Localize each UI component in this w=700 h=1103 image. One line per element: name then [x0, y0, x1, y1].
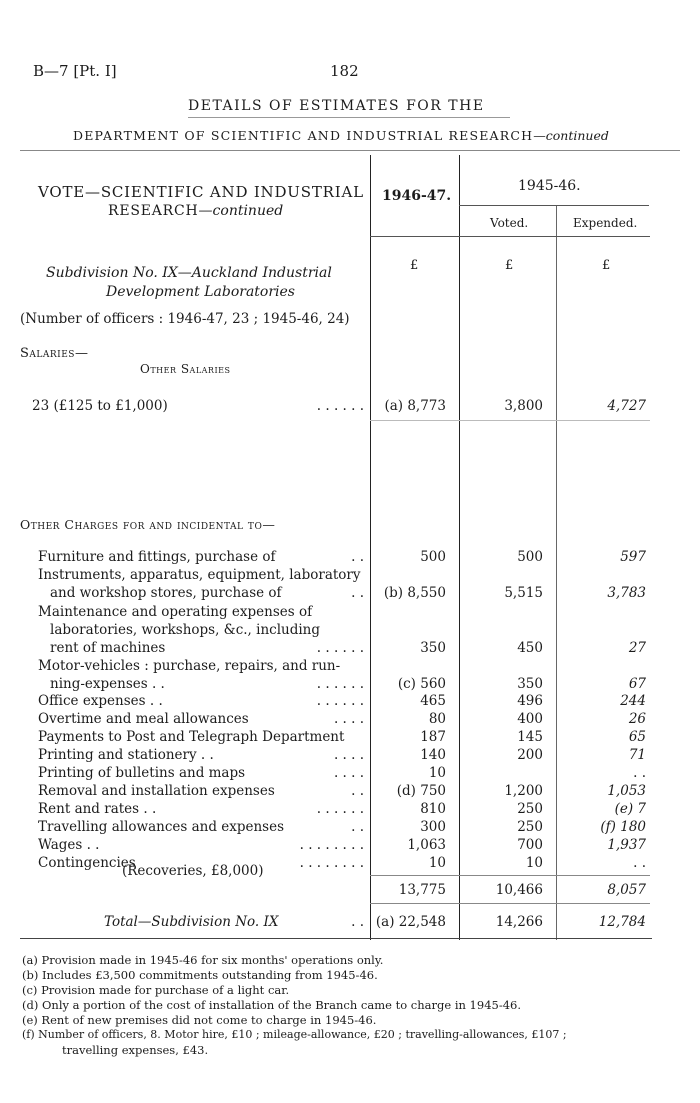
subtotal-expended: 8,057 — [607, 882, 646, 898]
row-office: Office expenses . . . . . . . . — [38, 693, 364, 709]
page-title: DETAILS OF ESTIMATES FOR THE — [188, 98, 485, 114]
col-divider-2 — [459, 155, 460, 940]
footnote-c: (c) Provision made for purchase of a light car. — [22, 983, 290, 997]
row-office-expended: 244 — [620, 693, 646, 709]
salaries-heading: Salaries— — [20, 346, 89, 361]
vote-title-cont: RESEARCH—continued — [108, 203, 284, 219]
row-motor-1946: (c) 560 — [397, 676, 446, 692]
year2-rule — [459, 205, 649, 206]
row-overtime: Overtime and meal allowances . . . . — [38, 711, 364, 727]
row-contingencies-expended: . . — [633, 855, 646, 871]
row-office-voted: 496 — [517, 693, 543, 709]
row-rent: Rent and rates . . . . . . . . — [38, 801, 364, 817]
row-overtime-voted: 400 — [517, 711, 543, 727]
footnote-d: (d) Only a portion of the cost of installation of the Branch came to charge in 1945-46. — [22, 998, 522, 1012]
row-printing-stationery-voted: 200 — [517, 747, 543, 763]
officers-count: (Number of officers : 1946-47, 23 ; 1945-46, 24) — [20, 311, 350, 327]
salaries-1946: (a) 8,773 — [384, 398, 446, 414]
row-motor-voted: 350 — [517, 676, 543, 692]
row-printing-stationery-1946: 140 — [420, 747, 446, 763]
row-rent-voted: 250 — [517, 801, 543, 817]
subtotal-voted: 10,466 — [495, 882, 543, 898]
salaries-voted: 3,800 — [504, 398, 543, 414]
subtotal-rule-bottom — [370, 903, 650, 904]
header-rule — [20, 150, 680, 151]
col-voted: Voted. — [490, 216, 529, 230]
other-charges-heading: Other Charges for and incidental to— — [20, 517, 276, 532]
footnote-f: (f) Number of officers, 8. Motor hire, £10 ; mileage-allowance, £20 ; travelling-allowances, £107 ; — [22, 1028, 567, 1041]
row-instruments-expended: 3,783 — [607, 585, 646, 601]
row-contingencies-1946: 10 — [428, 855, 446, 871]
title-underline — [188, 117, 510, 118]
currency-year1: £ — [410, 258, 419, 273]
salaries-rule — [370, 420, 650, 421]
salaries-expended: 4,727 — [607, 398, 646, 414]
row-removal-expended: 1,053 — [607, 783, 646, 799]
page-number: 182 — [330, 62, 359, 80]
vote-title: VOTE—SCIENTIFIC AND INDUSTRIAL — [38, 183, 364, 201]
row-post-telegraph-1946: 187 — [420, 729, 446, 745]
row-instruments-1946: (b) 8,550 — [383, 585, 446, 601]
subdivision-title: Subdivision No. IX—Auckland Industrial — [46, 265, 332, 281]
row-furniture-voted: 500 — [517, 549, 543, 565]
row-wages-expended: 1,937 — [607, 837, 646, 853]
col-divider-1 — [370, 155, 371, 940]
footnote-b: (b) Includes £3,500 commitments outstanding from 1945-46. — [22, 968, 378, 982]
row-wages: Wages . . . . . . . . . . — [38, 837, 364, 853]
row-maintenance-voted: 450 — [517, 640, 543, 656]
row-rent-expended: (e) 7 — [614, 801, 646, 817]
row-removal: Removal and installation expenses . . — [38, 783, 364, 799]
row-post-telegraph-expended: 65 — [628, 729, 646, 745]
row-removal-1946: (d) 750 — [396, 783, 446, 799]
recoveries: (Recoveries, £8,000) — [122, 863, 264, 879]
row-furniture-1946: 500 — [420, 549, 446, 565]
subtotal-rule-top — [370, 875, 650, 876]
row-bulletins-expended: . . — [633, 765, 646, 781]
row-instruments-voted: 5,515 — [504, 585, 543, 601]
row-contingencies-voted: 10 — [525, 855, 543, 871]
row-furniture: Furniture and fittings, purchase of . . — [38, 549, 364, 565]
row-post-telegraph-voted: 145 — [517, 729, 543, 745]
row-motor-cont: ning-expenses . . . . . . . . — [50, 676, 364, 692]
footnote-f-cont: travelling expenses, £43. — [62, 1043, 209, 1057]
colhead-rule — [370, 236, 650, 237]
row-motor-expended: 67 — [628, 676, 646, 692]
col-year2: 1945-46. — [518, 178, 581, 194]
row-furniture-expended: 597 — [620, 549, 646, 565]
row-removal-voted: 1,200 — [504, 783, 543, 799]
row-travelling: Travelling allowances and expenses . . — [38, 819, 364, 835]
row-wages-1946: 1,063 — [407, 837, 446, 853]
row-maintenance-1946: 350 — [420, 640, 446, 656]
page-subtitle: DEPARTMENT OF SCIENTIFIC AND INDUSTRIAL RESEARCH—continued — [73, 128, 609, 143]
total-1946: (a) 22,548 — [375, 914, 446, 930]
subtotal-1946: 13,775 — [398, 882, 446, 898]
col-divider-3 — [556, 205, 557, 940]
total-label: Total—Subdivision No. IX . . — [104, 914, 364, 930]
row-travelling-voted: 250 — [517, 819, 543, 835]
row-maintenance: Maintenance and operating expenses of — [38, 604, 313, 620]
currency-expended: £ — [602, 258, 611, 273]
row-post-telegraph: Payments to Post and Telegraph Department — [38, 729, 345, 745]
row-printing-stationery-expended: 71 — [628, 747, 646, 763]
footnote-a: (a) Provision made in 1945-46 for six months' operations only. — [22, 953, 384, 967]
row-overtime-1946: 80 — [428, 711, 446, 727]
page-ref: B—7 [Pt. I] — [33, 62, 117, 80]
row-bulletins: Printing of bulletins and maps . . . . — [38, 765, 364, 781]
subdivision-title-cont: Development Laboratories — [106, 284, 295, 300]
row-maintenance-cont: laboratories, workshops, &c., including — [50, 622, 321, 638]
row-printing-stationery: Printing and stationery . . . . . . — [38, 747, 364, 763]
row-maintenance-expended: 27 — [628, 640, 646, 656]
row-maintenance-cont2: rent of machines . . . . . . — [50, 640, 364, 656]
footnote-e: (e) Rent of new premises did not come to charge in 1945-46. — [22, 1013, 377, 1027]
total-voted: 14,266 — [495, 914, 543, 930]
total-rule — [20, 938, 652, 939]
row-travelling-expended: (f) 180 — [600, 819, 646, 835]
row-motor: Motor-vehicles : purchase, repairs, and run- — [38, 658, 341, 674]
col-expended: Expended. — [573, 216, 638, 230]
currency-voted: £ — [505, 258, 514, 273]
row-overtime-expended: 26 — [628, 711, 646, 727]
row-instruments-cont: and workshop stores, purchase of . . — [50, 585, 364, 601]
other-salaries-heading: Other Salaries — [140, 362, 231, 376]
row-wages-voted: 700 — [517, 837, 543, 853]
row-rent-1946: 810 — [420, 801, 446, 817]
salaries-row: 23 (£125 to £1,000) . . . . . . — [32, 398, 364, 414]
row-contingencies: Contingencies . . . . . . . . — [38, 855, 364, 871]
row-travelling-1946: 300 — [420, 819, 446, 835]
row-office-1946: 465 — [420, 693, 446, 709]
col-year1: 1946-47. — [382, 188, 452, 204]
row-bulletins-1946: 10 — [428, 765, 446, 781]
row-instruments: Instruments, apparatus, equipment, laboratory — [38, 567, 361, 583]
total-expended: 12,784 — [598, 914, 646, 930]
